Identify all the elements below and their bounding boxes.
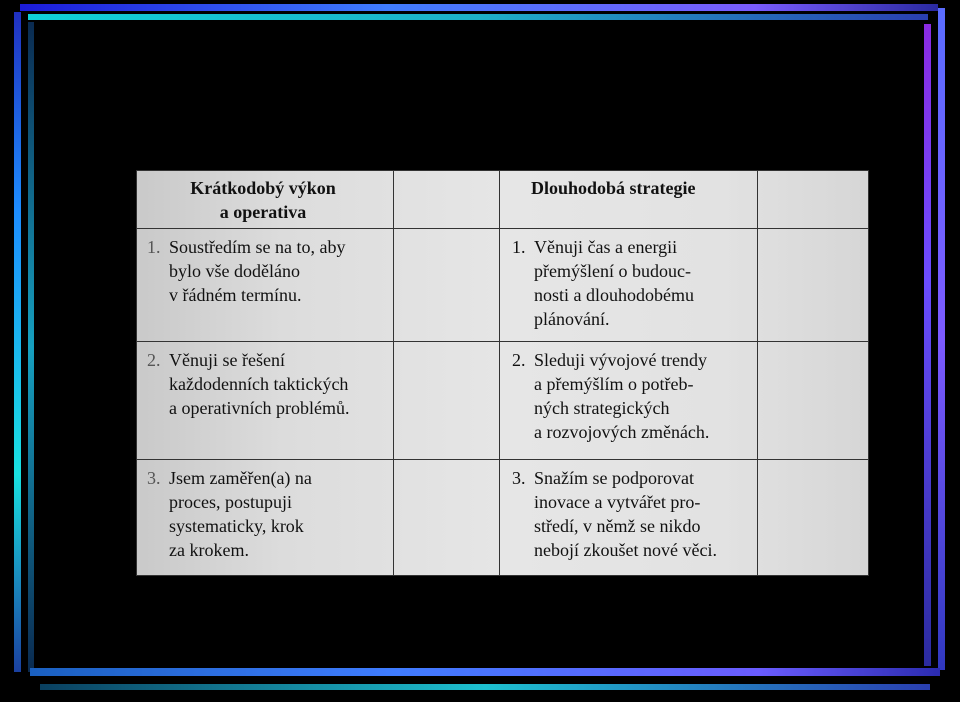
right-item-number: 3. xyxy=(512,468,526,488)
table-row xyxy=(137,460,869,576)
left-item-line: každodenních taktických xyxy=(169,374,349,394)
empty-cell xyxy=(394,342,500,460)
table-header-row xyxy=(137,171,869,229)
left-item-line: Jsem zaměřen(a) na xyxy=(169,468,312,488)
left-item-cell xyxy=(137,460,394,576)
table-row xyxy=(137,229,869,342)
left-item-cell xyxy=(137,342,394,460)
right-item-line: Sleduji vývojové trendy xyxy=(534,350,707,370)
left-item-line: za krokem. xyxy=(169,540,249,560)
empty-cell xyxy=(758,342,869,460)
header-cell-right xyxy=(500,171,758,229)
empty-cell xyxy=(394,229,500,342)
right-item-number: 2. xyxy=(512,350,526,370)
right-item-line: Snažím se podporovat xyxy=(534,468,694,488)
left-item-line: Věnuji se řešení xyxy=(169,350,285,370)
right-item-line: ných strategických xyxy=(534,398,670,418)
header-right: Dlouhodobá strategie xyxy=(531,178,696,198)
right-item-cell xyxy=(500,229,758,342)
frame-top-bar xyxy=(20,4,938,11)
header-cell-empty-1 xyxy=(394,171,500,229)
left-item-number: 2. xyxy=(147,350,161,370)
left-item-line: bylo vše doděláno xyxy=(169,261,300,281)
right-item-number: 1. xyxy=(512,237,526,257)
table-row xyxy=(137,342,869,460)
right-item-line: nebojí zkoušet nové věci. xyxy=(534,540,717,560)
frame-left-bar xyxy=(14,12,21,672)
left-item-number: 3. xyxy=(147,468,161,488)
frame-right-inner-bar xyxy=(924,24,931,666)
frame-bottom-inner-bar xyxy=(40,684,930,690)
right-item-line: a přemýšlím o potřeb- xyxy=(534,374,694,394)
header-cell-left xyxy=(137,171,394,229)
right-item-line: Věnuji čas a energii xyxy=(534,237,678,257)
frame-right-bar xyxy=(938,8,945,670)
right-item-cell xyxy=(500,342,758,460)
left-item-cell xyxy=(137,229,394,342)
left-item-number: 1. xyxy=(147,237,161,257)
right-item-line: plánování. xyxy=(534,309,610,329)
comparison-table xyxy=(136,170,869,576)
frame-top-inner-bar xyxy=(28,14,928,20)
scanned-table-image xyxy=(136,170,868,575)
frame-bottom-bar xyxy=(30,668,940,676)
right-item-line: přemýšlení o budouc- xyxy=(534,261,691,281)
header-left-line1: Krátkodobý výkon xyxy=(190,178,336,198)
right-item-cell xyxy=(500,460,758,576)
header-cell-empty-2 xyxy=(758,171,869,229)
left-item-line: a operativních problémů. xyxy=(169,398,350,418)
frame-left-inner-bar xyxy=(28,22,34,672)
header-left-line2: a operativa xyxy=(219,202,307,222)
right-item-line: středí, v němž se nikdo xyxy=(534,516,701,536)
empty-cell xyxy=(758,229,869,342)
right-item-line: inovace a vytvářet pro- xyxy=(534,492,701,512)
left-item-line: proces, postupuji xyxy=(169,492,292,512)
left-item-line: systematicky, krok xyxy=(169,516,304,536)
left-item-line: Soustředím se na to, aby xyxy=(169,237,346,257)
right-item-line: a rozvojových změnách. xyxy=(534,422,710,442)
right-item-line: nosti a dlouhodobému xyxy=(534,285,694,305)
empty-cell xyxy=(758,460,869,576)
left-item-line: v řádném termínu. xyxy=(169,285,302,305)
empty-cell xyxy=(394,460,500,576)
